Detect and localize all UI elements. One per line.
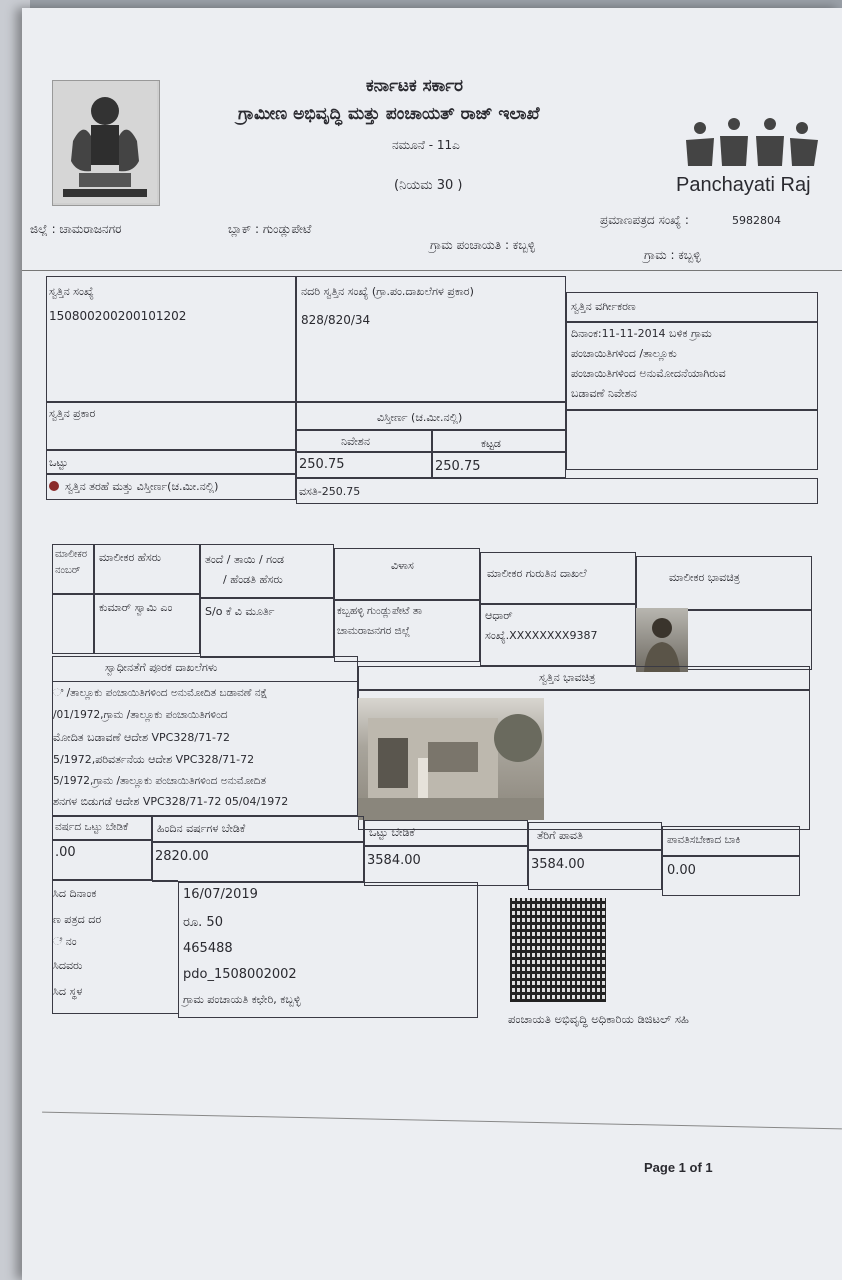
receipt-label: ೆ ನಂ — [53, 935, 77, 948]
issuer-label: ಸಿದವರು — [53, 959, 83, 972]
karnataka-emblem-icon — [52, 80, 160, 206]
current-demand-label: ವರ್ಷದ ಒಟ್ಟು ಬೇಡಿಕೆ — [55, 821, 129, 833]
address-cell — [334, 600, 480, 662]
total-demand-cell — [364, 846, 528, 886]
bullet-icon — [49, 481, 59, 491]
property-photo — [358, 698, 544, 820]
qr-code-icon — [510, 898, 606, 1002]
area-label-cell — [296, 402, 566, 430]
usage-cell — [296, 478, 818, 504]
relation: S/o ಕೆ ವಿ ಮೂರ್ತಿ — [205, 605, 275, 618]
relation-label: / ಹೆಂಡತಿ ಹೆಸರು — [223, 573, 283, 586]
fee: ರೂ. 50 — [183, 915, 223, 930]
previous-demand-label-cell — [152, 816, 364, 842]
village: ಗ್ರಾಮ : ಕಬ್ಬಳ್ಳಿ — [644, 248, 701, 262]
previous-demand-label: ಹಿಂದಿನ ವರ್ಷಗಳ ಬೇಡಿಕೆ — [157, 822, 246, 835]
building-area-cell — [432, 452, 566, 478]
building-label-cell — [432, 430, 566, 452]
classification-label-cell — [566, 292, 818, 322]
block: ಬ್ಲಾಕ್ : ಗುಂಡ್ಲುಪೇಟೆ — [228, 222, 312, 236]
register-no-label: ನದರಿ ಸ್ವತ್ತಿನ ಸಂಖ್ಯೆ (ಗ್ರಾ.ಪಂ.ದಾಖಲೆಗಳ ಪ್ರಕಾರ) — [301, 285, 474, 298]
documents-label: ಸ್ವಾಧೀನತೆಗೆ ಪೂರಕ ದಾಖಲೆಗಳು — [105, 661, 218, 674]
total-label-cell — [46, 450, 296, 474]
relation-cell — [200, 598, 334, 658]
usage-value: ವಸತಿ-250.75 — [299, 485, 361, 498]
previous-demand: 2820.00 — [155, 849, 209, 864]
total-demand-label-cell — [364, 820, 528, 846]
tax-paid: 3584.00 — [531, 857, 585, 872]
footer-divider — [42, 1112, 842, 1130]
prop-photo-label-cell — [358, 666, 810, 690]
building-area: 250.75 — [435, 459, 481, 474]
place-label: ಸಿದ ಸ್ಥಳ — [53, 985, 83, 998]
classification-line: ಪಂಚಾಯಿತಿಗಳಿಂದ /ತಾಲ್ಲೂಕು — [571, 347, 677, 360]
current-demand-cell — [52, 840, 152, 880]
issue-date: 16/07/2019 — [183, 887, 258, 902]
balance-label: ಪಾವತಿಸಬೇಕಾದ ಬಾಕಿ — [667, 834, 741, 846]
owner-photo — [636, 608, 688, 672]
building-label: ಕಟ್ಟಡ — [481, 437, 501, 450]
document-line: /01/1972,ಗ್ರಾಮ /ತಾಲ್ಲೂಕು ಪಂಚಾಯಿತಿಗಳಿಂದ — [53, 709, 228, 721]
empty-cell — [566, 410, 818, 470]
document-line: 5/1972,ಗ್ರಾಮ /ತಾಲ್ಲೂಕು ಪಂಚಾಯಿತಿಗಳಿಂದ ಅನುಮೋದಿತ — [53, 775, 267, 787]
relation-label: ತಂದೆ / ತಾಯಿ / ಗಂಡ — [205, 553, 285, 566]
current-demand-label-cell — [52, 816, 152, 840]
balance-label-cell — [662, 826, 800, 856]
site-label-cell — [296, 430, 432, 452]
id-label: ಮಾಲೀಕರ ಗುರುತಿನ ದಾಖಲೆ — [487, 567, 587, 580]
classification-line: ಬಡಾವಣೆ ನಿವೇಶನ — [571, 387, 637, 400]
total-demand-label: ಒಟ್ಟು ಬೇಡಿಕೆ — [369, 826, 415, 839]
relation-label-cell — [200, 544, 334, 598]
classification-cell — [566, 322, 818, 410]
department-title: ಗ್ರಾಮೀಣ ಅಭಿವೃದ್ಧಿ ಮತ್ತು ಪಂಚಾಯತ್ ರಾಜ್ ಇಲಾಖೆ — [238, 104, 540, 124]
classification-line: ದಿನಾಂಕ:11-11-2014 ಬಳಿಕ ಗ್ರಾಮ — [571, 327, 712, 340]
site-label: ನಿವೇಶನ — [341, 435, 370, 448]
gram-panchayat: ಗ್ರಾಮ ಪಂಚಾಯತಿ : ಕಬ್ಬಳ್ಳಿ — [430, 238, 535, 252]
register-no: 828/820/34 — [301, 313, 371, 327]
prop-photo-label: ಸ್ವತ್ತಿನ ಭಾವಚಿತ್ರ — [539, 671, 596, 684]
panchayati-raj-logo-icon — [678, 116, 828, 176]
document-line: ಮೋದಿತ ಬಡಾವಣೆ ಆದೇಶ VPC328/71-72 — [53, 731, 231, 744]
address-label: ವಿಳಾಸ — [391, 559, 414, 572]
issuer: pdo_1508002002 — [183, 967, 297, 982]
total-label: ಒಟ್ಟು — [49, 456, 68, 469]
current-demand: .00 — [55, 845, 76, 860]
page-number: Page 1 of 1 — [644, 1160, 713, 1175]
owner-serial-label: ನಂಬರ್ — [55, 565, 81, 576]
photo-label-cell — [636, 556, 812, 610]
previous-demand-cell — [152, 842, 364, 882]
classification-label: ಸ್ವತ್ತಿನ ವರ್ಗೀಕರಣ — [571, 300, 636, 313]
certificate-no: 5982804 — [732, 214, 781, 227]
id-line: ಆಧಾರ್ — [485, 609, 513, 622]
documents-divider — [53, 681, 357, 682]
form-number: ನಮೂನೆ - 11ಎ — [392, 138, 460, 152]
fee-label: ಣ ಪತ್ರದ ದರ — [53, 913, 102, 926]
tax-paid-label-cell — [528, 822, 662, 850]
digital-signature-label: ಪಂಚಾಯತಿ ಅಭಿವೃದ್ಧಿ ಅಧಿಕಾರಿಯ ಡಿಜಿಟಲ್ ಸಹಿ — [508, 1012, 689, 1026]
site-area-cell — [296, 452, 432, 478]
property-no-cell — [46, 276, 296, 402]
document-line: 5/1972,ಪರಿವರ್ತನೆಯ ಆದೇಶ VPC328/71-72 — [53, 753, 255, 766]
balance: 0.00 — [667, 863, 696, 878]
owner-serial-label: ಮಾಲೀಕರ — [55, 549, 88, 560]
site-area: 250.75 — [299, 457, 345, 472]
type-label: ಸ್ವತ್ತಿನ ಪ್ರಕಾರ — [49, 407, 96, 420]
usage-label: ಸ್ವತ್ತಿನ ತರಹೆ ಮತ್ತು ವಿಸ್ತೀರ್ಣ(ಚ.ಮೀ.ನಲ್ಲಿ) — [65, 480, 219, 493]
tax-paid-cell — [528, 850, 662, 890]
id-cell — [480, 604, 636, 666]
district: ಜಿಲ್ಲೆ : ಚಾಮರಾಜನಗರ — [30, 222, 122, 236]
total-demand: 3584.00 — [367, 853, 421, 868]
area-label: ವಿಸ್ತೀರ್ಣ (ಚ.ಮೀ.ನಲ್ಲಿ) — [377, 411, 463, 424]
balance-cell — [662, 856, 800, 896]
certificate-no-label: ಪ್ರಮಾಣಪತ್ರದ ಸಂಖ್ಯೆ : — [600, 213, 689, 227]
register-no-cell — [296, 276, 566, 402]
tax-paid-label: ತೆರಿಗೆ ಪಾವತಿ — [537, 829, 583, 842]
owner-name-cell — [94, 594, 200, 654]
header-divider — [22, 270, 842, 271]
panchayati-raj-label: Panchayati Raj — [676, 174, 811, 196]
issue-labels-cell — [52, 880, 178, 1014]
owner-serial-label-cell — [52, 544, 94, 594]
issue-values-cell — [178, 882, 478, 1018]
owner-name-label-cell — [94, 544, 200, 594]
receipt-no: 465488 — [183, 941, 233, 956]
classification-line: ಪಂಚಾಯಿತಿಗಳಿಂದ ಅನುಮೋದನೆಯಾಗಿರುವ — [571, 367, 726, 380]
owner-serial-cell — [52, 594, 94, 654]
state-govt-title: ಕರ್ನಾಟಕ ಸರ್ಕಾರ — [366, 76, 464, 96]
issue-date-label: ಸಿದ ದಿನಾಂಕ — [53, 887, 97, 900]
owner-name-label: ಮಾಲೀಕರ ಹೆಸರು — [99, 551, 162, 564]
type-label-cell — [46, 402, 296, 450]
property-no-label: ಸ್ವತ್ತಿನ ಸಂಖ್ಯೆ — [49, 285, 94, 298]
property-no: 150800200200101202 — [49, 309, 187, 323]
id-line: ಸಂಖ್ಯೆ.XXXXXXXX9387 — [485, 629, 598, 642]
photo-label: ಮಾಲೀಕರ ಭಾವಚಿತ್ರ — [669, 571, 740, 584]
address-line: ಚಾಮರಾಜನಗರ ಜಿಲ್ಲೆ — [337, 625, 411, 637]
usage-label-cell — [46, 474, 296, 500]
id-label-cell — [480, 552, 636, 604]
address-line: ಕಬ್ಬಹಳ್ಳಿ ಗುಂಡ್ಲುಪೇಟೆ ತಾ — [337, 605, 423, 617]
document-line: ಿ /ತಾಲ್ಲೂಕು ಪಂಚಾಯಿತಿಗಳಿಂದ ಅನುಮೋದಿತ ಬಡಾವಣೆ ನಕ್ಷೆ — [53, 687, 268, 699]
document-page — [22, 8, 842, 1280]
documents-cell — [52, 656, 358, 816]
document-line: ಶನಗಳ ಬಿಡುಗಡೆ ಆದೇಶ VPC328/71-72 05/04/1972 — [53, 795, 289, 808]
address-label-cell — [334, 548, 480, 600]
rule-number: (ನಿಯಮ 30 ) — [394, 178, 463, 193]
owner-name: ಕುಮಾರ್ ಸ್ವಾಮಿ ಎಂ — [99, 601, 173, 614]
issue-place: ಗ್ರಾಮ ಪಂಚಾಯತಿ ಕಛೇರಿ, ಕಬ್ಬಳ್ಳಿ — [183, 993, 301, 1006]
